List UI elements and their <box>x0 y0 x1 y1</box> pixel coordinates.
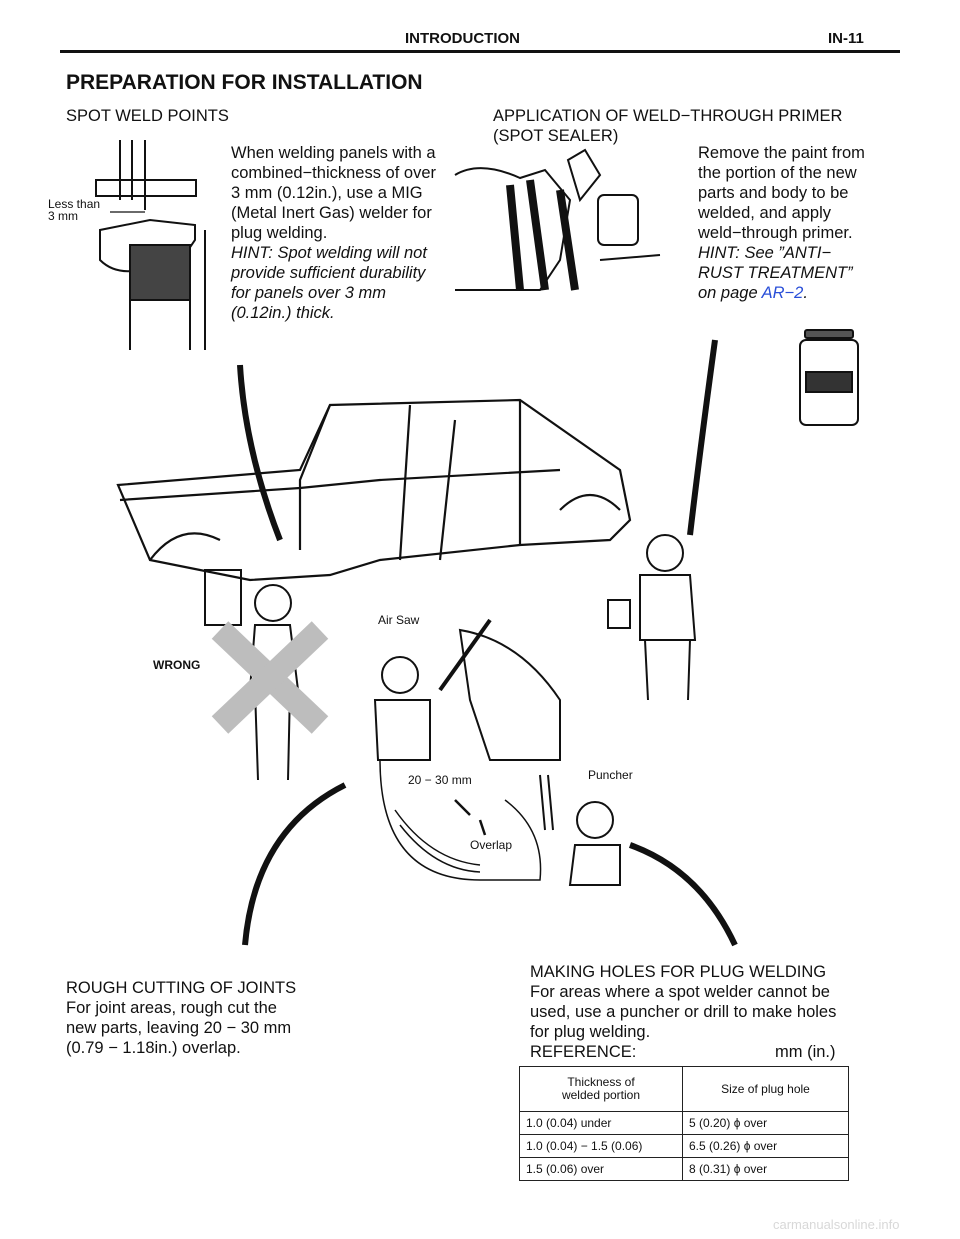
table-cell: 1.5 (0.06) over <box>520 1158 683 1181</box>
overlap-label: Overlap <box>470 838 513 852</box>
primer-scene-icon <box>455 150 660 290</box>
table-header-thickness <box>520 1067 683 1112</box>
rough-cut-line: (0.79 − 1.18in.) overlap. <box>66 1039 241 1057</box>
table-cell: 8 (0.31) ϕ over <box>683 1158 849 1181</box>
page-title: PREPARATION FOR INSTALLATION <box>66 71 423 94</box>
plug-line: for plug welding. <box>530 1023 651 1041</box>
primer-hint: RUST TREATMENT” <box>698 264 853 282</box>
plug-hole-table <box>519 1066 849 1181</box>
arrow-left-icon <box>240 365 280 540</box>
table-cell: 5 (0.20) ϕ over <box>683 1112 849 1135</box>
car-body-icon <box>118 400 630 580</box>
primer-heading-line: (SPOT SEALER) <box>493 127 619 145</box>
arrow-bottom-left-icon <box>245 785 345 945</box>
table-row <box>520 1158 849 1181</box>
plug-heading: MAKING HOLES FOR PLUG WELDING <box>530 963 827 981</box>
arrow-bottom-right-icon <box>630 845 735 945</box>
watermark: carmanualsonline.info <box>773 1217 900 1232</box>
table-cell: 1.0 (0.04) under <box>520 1112 683 1135</box>
table-cell: 1.0 (0.04) − 1.5 (0.06) <box>520 1135 683 1158</box>
worker-puncher-icon <box>540 775 620 885</box>
primer-heading-line: APPLICATION OF WELD−THROUGH PRIMER <box>493 107 843 125</box>
spot-weld-line: (Metal Inert Gas) welder for <box>231 204 432 222</box>
rough-cut-line: new parts, leaving 20 − 30 mm <box>66 1019 292 1037</box>
primer-line: Remove the paint from <box>698 144 865 162</box>
table-row <box>520 1112 849 1135</box>
wrong-x-icon <box>220 630 320 725</box>
spot-weld-hint: (0.12in.) thick. <box>231 304 335 322</box>
plug-unit: mm (in.) <box>775 1043 836 1061</box>
primer-line: welded, and apply <box>698 204 832 222</box>
worker-saw-icon <box>375 620 560 760</box>
spot-weld-line: 3 mm (0.12in.), use a MIG <box>231 184 423 202</box>
header-section: INTRODUCTION <box>405 30 520 47</box>
rough-cut-heading: ROUGH CUTTING OF JOINTS <box>66 979 297 997</box>
spot-weld-hint: for panels over 3 mm <box>231 284 386 302</box>
air-saw-label: Air Saw <box>378 613 420 627</box>
rough-cut-section <box>66 978 296 1058</box>
table-header-thickness-text: Thickness of welded portion <box>561 1075 641 1102</box>
spot-weld-line: combined−thickness of over <box>231 164 436 182</box>
less-than-line: 3 mm <box>48 209 78 223</box>
primer-bottle-icon <box>800 330 858 425</box>
table-header-size: Size of plug hole <box>683 1067 849 1112</box>
spot-weld-hint: HINT: Spot welding will not <box>231 244 427 262</box>
ar-2-link[interactable]: AR−2 <box>761 284 804 302</box>
wrong-label: WRONG <box>153 658 201 672</box>
spot-weld-line: plug welding. <box>231 224 328 242</box>
primer-hint-prefix: on page <box>698 284 762 302</box>
spot-weld-line: When welding panels with a <box>231 144 436 162</box>
plug-line: For areas where a spot welder cannot be <box>530 983 830 1001</box>
spot-weld-hint: provide sufficient durability <box>231 264 426 282</box>
less-than-line: Less than <box>48 197 101 211</box>
rough-cut-line: For joint areas, rough cut the <box>66 999 277 1017</box>
table-row <box>520 1135 849 1158</box>
spot-weld-heading: SPOT WELD POINTS <box>66 107 229 125</box>
puncher-label: Puncher <box>588 768 633 782</box>
header-page-code: IN-11 <box>828 30 864 47</box>
worker-right-icon <box>608 535 695 700</box>
table-cell: 6.5 (0.26) ϕ over <box>683 1135 849 1158</box>
primer-line: parts and body to be <box>698 184 849 202</box>
plug-reference: REFERENCE: <box>530 1043 637 1061</box>
arrow-right-icon <box>690 340 715 535</box>
plug-line: used, use a puncher or drill to make holes <box>530 1003 837 1021</box>
primer-hint-suffix: . <box>803 284 808 302</box>
primer-hint: HINT: See ”ANTI− <box>698 244 832 262</box>
spot-welder-icon <box>96 140 205 350</box>
primer-line: the portion of the new <box>698 164 857 182</box>
range-label: 20 − 30 mm <box>408 773 472 787</box>
primer-line: weld−through primer. <box>698 224 853 242</box>
table-header-row <box>520 1067 849 1112</box>
